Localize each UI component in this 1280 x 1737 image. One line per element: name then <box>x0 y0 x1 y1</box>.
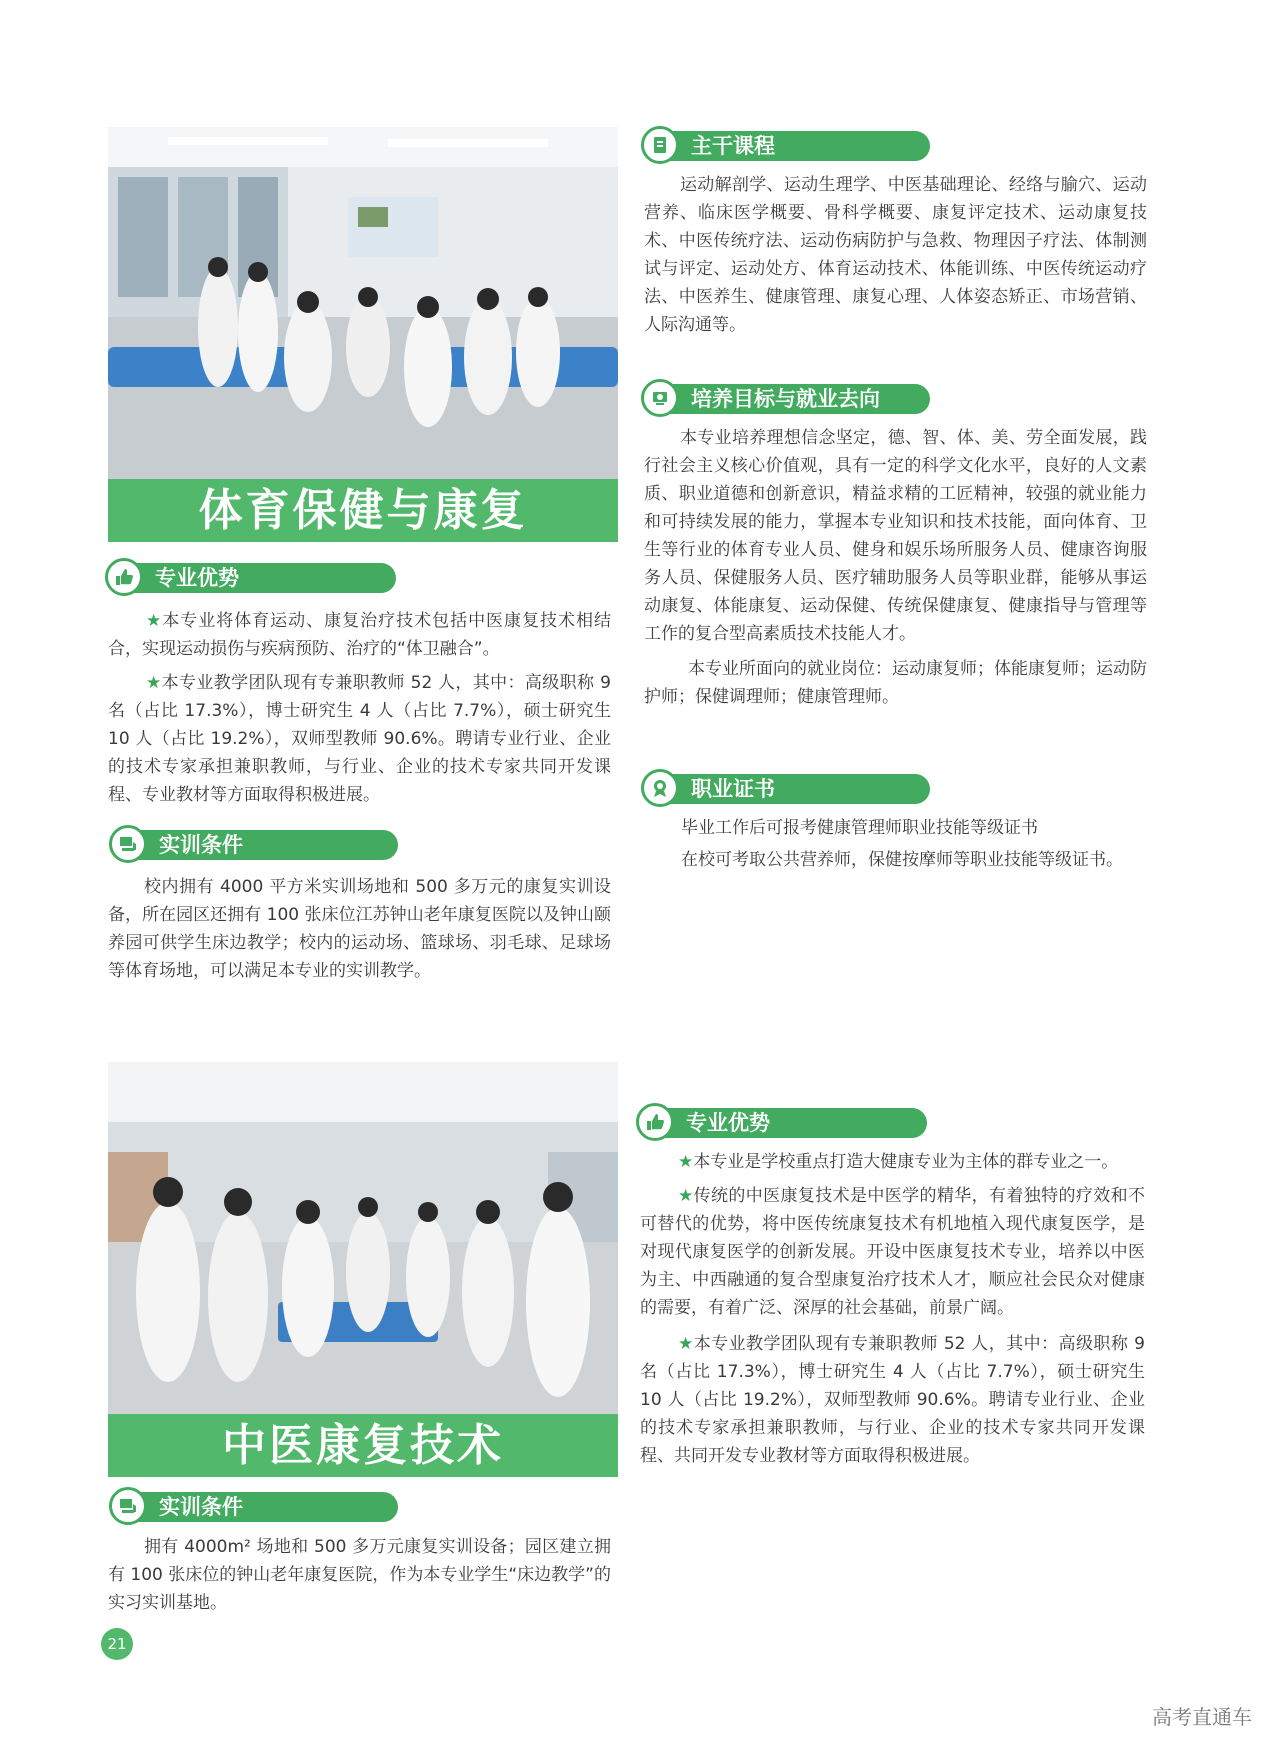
section1-title: 体育保健与康复 <box>108 479 618 542</box>
section1-advantages-p2: ★本专业教学团队现有专兼职教师 52 人，其中：高级职称 9 名（占比 17.3%），博士研究生 4 人（占比 7.7%），硕士研究生 10 人（占比 19.2%），双师型教师 90.6%。聘请专业行业、企业的技术专家承担兼职教师，与行业、企业的技术专家共同开发课程、专业教材等方面取得积极进展。 <box>108 673 611 805</box>
heading-label: 专业优势 <box>155 566 239 590</box>
section1-training-heading <box>113 830 398 860</box>
heading-label: 培养目标与就业去向 <box>691 387 880 411</box>
star-icon: ★ <box>146 673 162 693</box>
classroom-photo-1 <box>108 127 618 479</box>
section1-advantages-heading <box>109 563 396 593</box>
certificates-line2: 在校可考取公共营养师，保健按摩师等职业技能等级证书。 <box>681 850 1123 870</box>
heading-label: 专业优势 <box>686 1111 770 1135</box>
heading-label: 实训条件 <box>159 833 243 857</box>
thumbs-up-icon <box>105 558 143 596</box>
section2-advantages-p2: ★传统的中医康复技术是中医学的精华，有着独特的疗效和不可替代的优势，将中医传统康复技术有机地植入现代康复医学，是对现代康复医学的创新发展。开设中医康复技术专业，培养以中医为主、中西融通的复合型康复治疗技术人才，顺应社会民众对健康的需要，有着广泛、深厚的社会基础，前景广阔。 <box>640 1186 1145 1318</box>
goals-p2: 本专业所面向的就业岗位：运动康复师；体能康复师；运动防护师；保健调理师；健康管理师。 <box>644 659 1147 707</box>
star-icon: ★ <box>146 611 163 631</box>
page-number: 21 <box>101 1628 133 1660</box>
brand-watermark: 高考直通车 <box>1152 1705 1252 1729</box>
section2-advantages-p1: ★本专业是学校重点打造大健康专业为主体的群专业之一。 <box>678 1152 1119 1172</box>
star-icon: ★ <box>678 1186 694 1206</box>
book-icon <box>641 126 679 164</box>
star-icon: ★ <box>678 1334 694 1354</box>
heading-label: 实训条件 <box>159 1495 243 1519</box>
classroom-icon <box>109 1487 147 1525</box>
goals-p1: 本专业培养理想信念坚定，德、智、体、美、劳全面发展，践行社会主义核心价值观，具有一定的科学文化水平，良好的人文素质、职业道德和创新意识，精益求精的工匠精神，较强的就业能力和可持续发展的能力，掌握本专业知识和技术技能，面向体育、卫生等行业的体育专业人员、健身和娱乐场所服务人员、健康咨询服务人员、保健服务人员、医疗辅助服务人员等职业群，能够从事运动康复、体能康复、运动保健、传统保健康复、健康指导与管理等工作的复合型高素质技术技能人才。 <box>644 428 1147 644</box>
section1-advantages-p1: ★本专业将体育运动、康复治疗技术包括中医康复技术相结合，实现运动损伤与疾病预防、治疗的“体卫融合”。 <box>108 611 611 659</box>
certificates-heading <box>645 774 930 804</box>
heading-label: 主干课程 <box>691 134 775 158</box>
main-courses-heading <box>645 131 930 161</box>
heading-label: 职业证书 <box>691 777 775 801</box>
goals-heading <box>645 384 930 414</box>
section2-advantages-p3: ★本专业教学团队现有专兼职教师 52 人，其中：高级职称 9 名（占比 17.3%），博士研究生 4 人（占比 7.7%），硕士研究生 10 人（占比 19.2%），双师型教师 90.6%。聘请专业行业、企业的技术专家承担兼职教师，与行业、企业的技术专家共同开发课程、共同开发专业教材等方面取得积极进展。 <box>640 1334 1145 1466</box>
main-courses-text: 运动解剖学、运动生理学、中医基础理论、经络与腧穴、运动营养、临床医学概要、骨科学概要、康复评定技术、运动康复技术、中医传统疗法、运动伤病防护与急救、物理因子疗法、体制测试与评定、运动处方、体育运动技术、体能训练、中医传统运动疗法、中医养生、健康管理、康复心理、人体姿态矫正、市场营销、人际沟通等。 <box>644 175 1147 335</box>
section1-training-text: 校内拥有 4000 平方米实训场地和 500 多万元的康复实训设备，所在园区还拥有 100 张床位江苏钟山老年康复医院以及钟山颐养园可供学生床边教学；校内的运动场、篮球场、羽毛球、足球场等体育场地，可以满足本专业的实训教学。 <box>108 877 611 981</box>
certificate-icon <box>641 769 679 807</box>
section2-training-text: 拥有 4000m² 场地和 500 多万元康复实训设备；园区建立拥有 100 张床位的钟山老年康复医院，作为本专业学生“床边教学”的实习实训基地。 <box>108 1537 611 1613</box>
certificates-line1: 毕业工作后可报考健康管理师职业技能等级证书 <box>681 818 1038 838</box>
graduate-icon <box>641 379 679 417</box>
star-icon: ★ <box>678 1152 694 1172</box>
classroom-photo-2 <box>108 1062 618 1414</box>
thumbs-up-icon <box>636 1103 674 1141</box>
classroom-icon <box>109 825 147 863</box>
section2-title: 中医康复技术 <box>108 1414 618 1477</box>
section2-training-heading <box>113 1492 398 1522</box>
section2-advantages-heading <box>640 1108 927 1138</box>
